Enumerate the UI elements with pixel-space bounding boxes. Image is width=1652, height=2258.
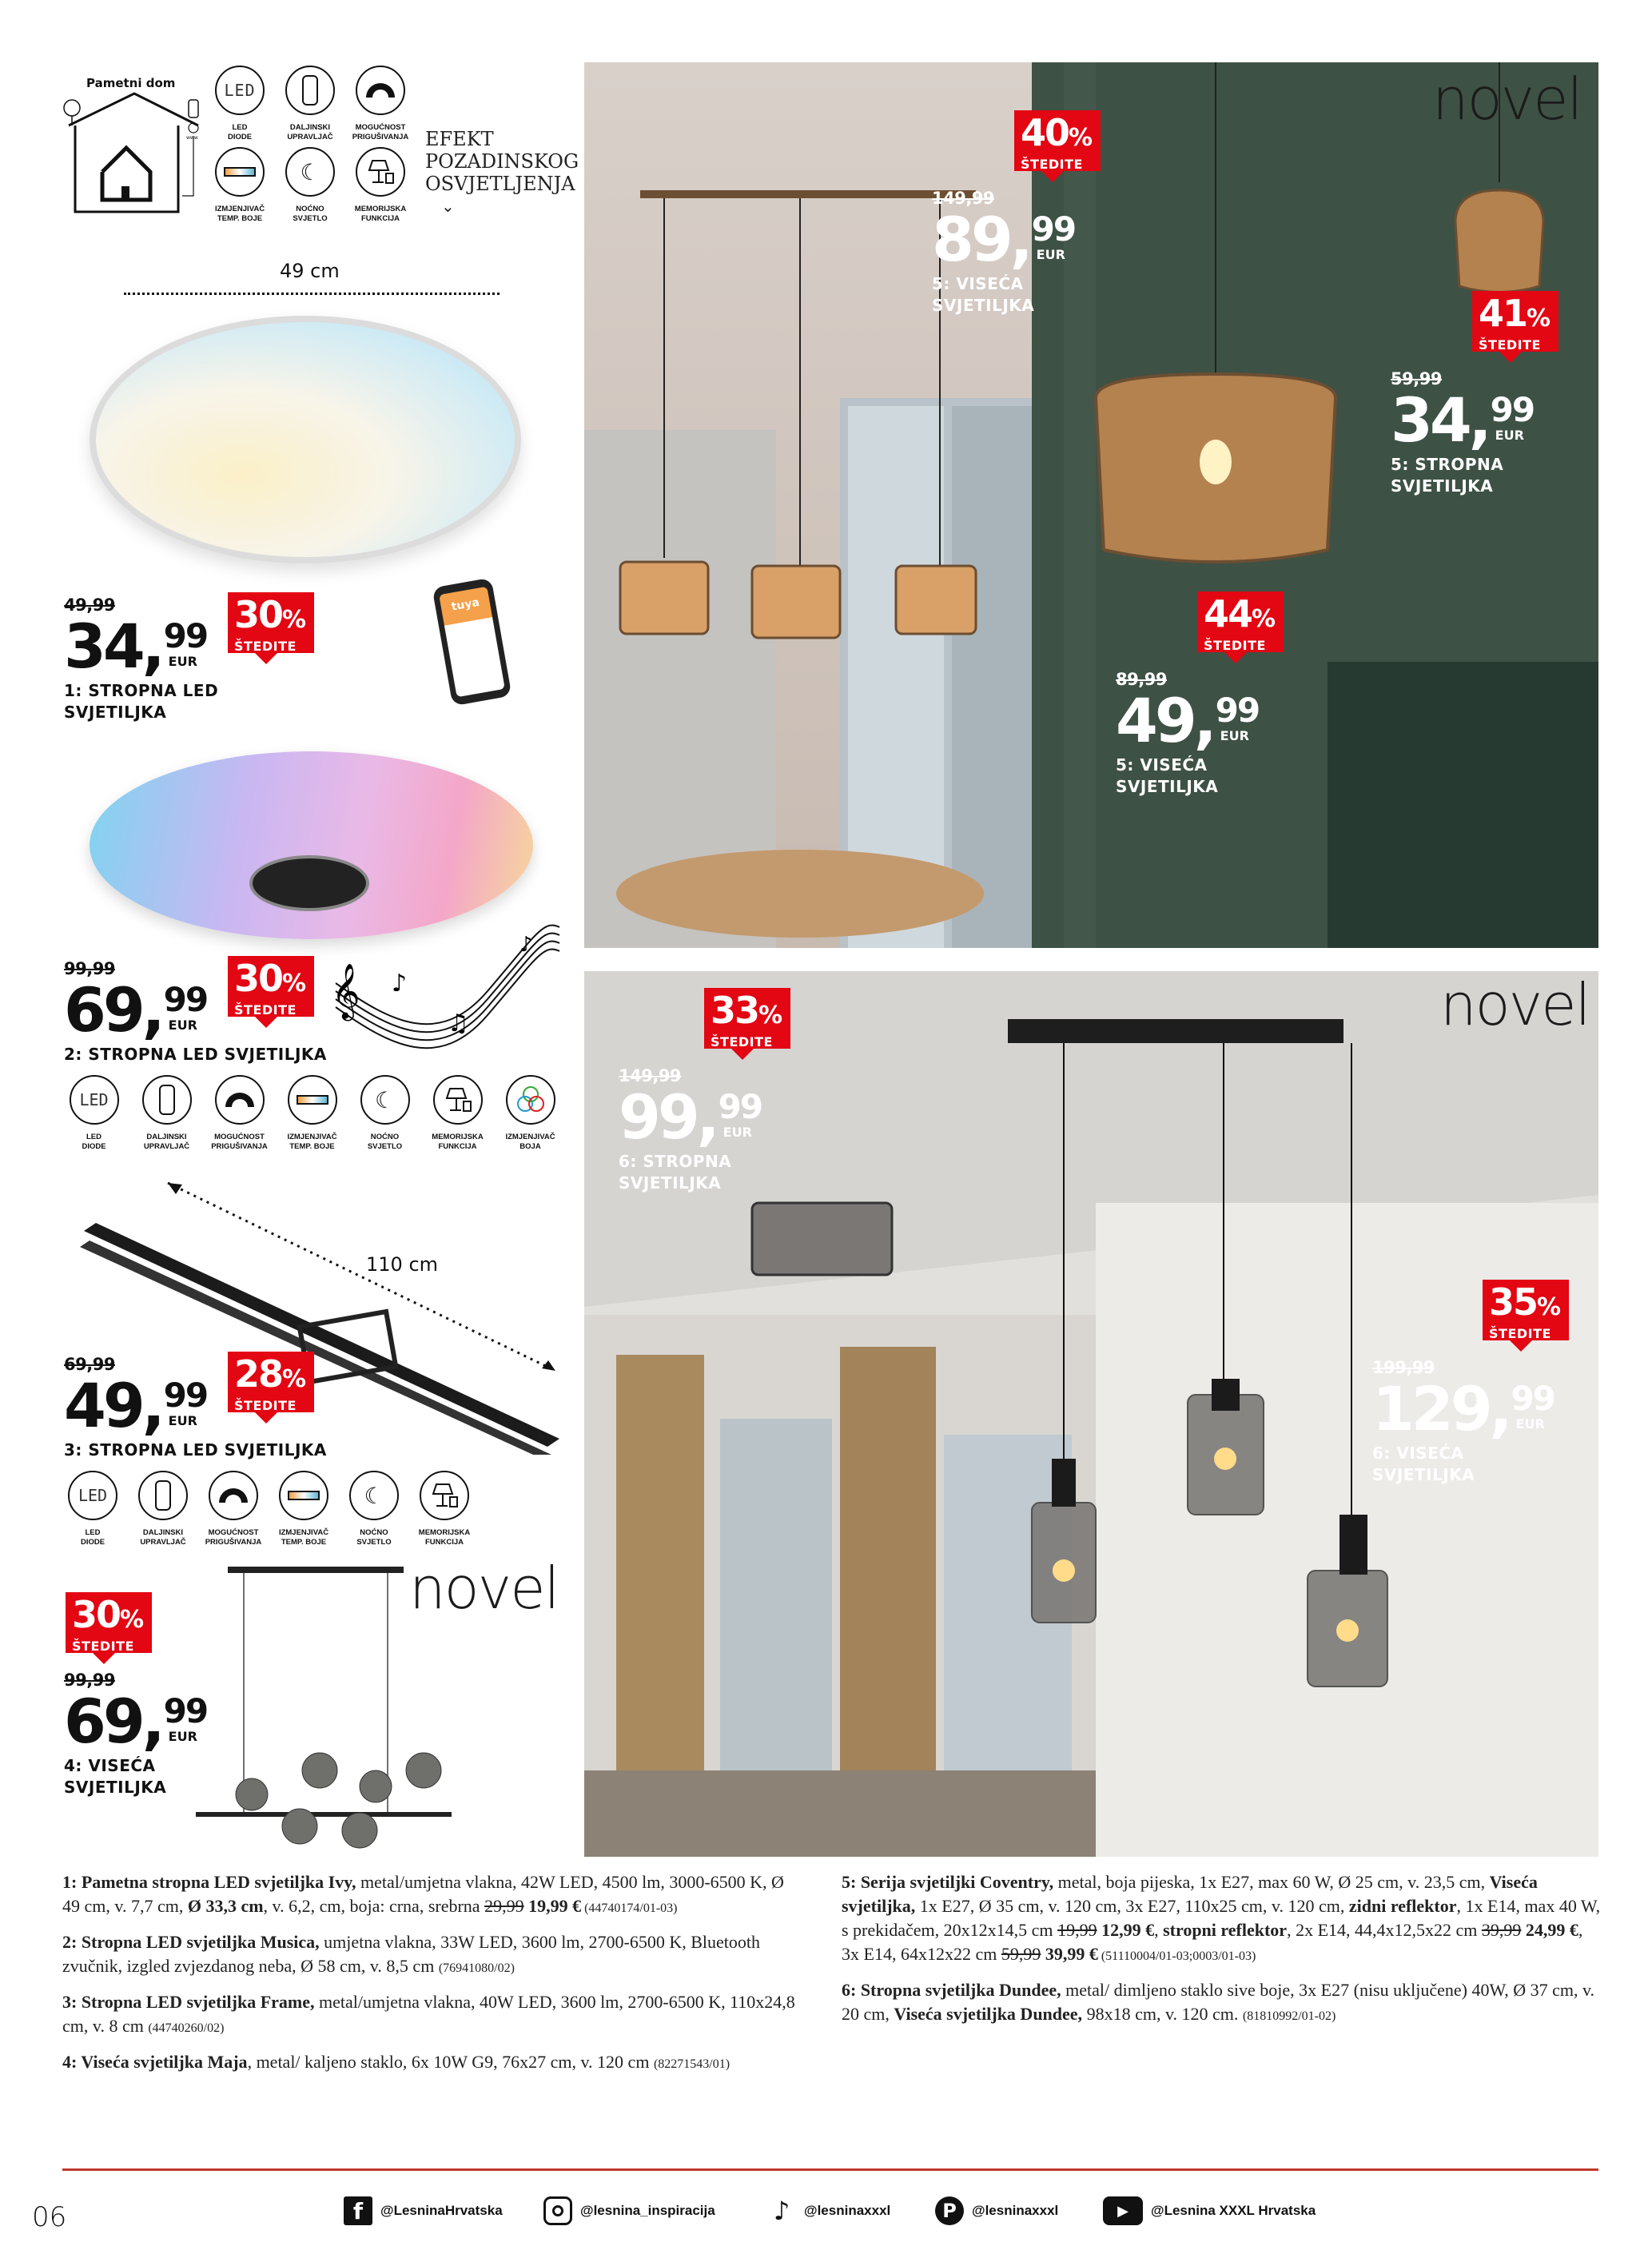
remote-icon [138, 1471, 188, 1520]
price-tag [64, 957, 327, 1071]
discount-badge: 35% ŠTEDITE [1483, 1280, 1569, 1340]
feature-remote: DALJINSKI UPRAVLJAČ [128, 1471, 198, 1547]
dimmer-icon [209, 1471, 258, 1520]
old-price: 49,99 [64, 595, 115, 615]
remote-icon [142, 1075, 192, 1125]
musica-features [58, 1075, 567, 1152]
remote-icon [285, 66, 335, 115]
social-facebook[interactable]: f @LesninaHrvatska [344, 2196, 503, 2225]
smart-home-diagram [62, 76, 206, 216]
product-label: 3: STROPNA LED SVJETILJKA [64, 1440, 327, 1460]
current-price: 129, 99 EUR [1372, 1373, 1554, 1444]
memory-lamp-icon [433, 1075, 483, 1125]
price-tag [1391, 292, 1630, 496]
current-price: 49, 99 EUR [64, 1370, 208, 1441]
description-1: 1: Pametna stropna LED svjetiljka Ivy, metal/umjetna vlakna, 42W LED, 4500 lm, 3000-6500 K, Ø 49 cm, v. 7,7 cm, Ø 33,3 cm, v. 6,2, cm, boja: crna, srebrna 29,99 19,99 € (44740174/01-03) [62, 1872, 784, 1916]
smart-home-title: Pametni dom [86, 76, 176, 90]
social-pinterest[interactable]: P @lesninaxxxl [935, 2196, 1058, 2225]
music-notes-image [328, 911, 567, 1055]
feature-led: LED LED DIODE [205, 66, 275, 142]
price-tag [1372, 1280, 1612, 1484]
chevron-down-icon: ⌄ [441, 197, 455, 216]
feature-remote: DALJINSKI UPRAVLJAČ [130, 1075, 203, 1152]
discount-badge: 40% ŠTEDITE [1014, 110, 1101, 171]
feature-night-light: ☾ NOĆNO SVJETLO [339, 1471, 409, 1547]
novel-logo: novel [1440, 971, 1590, 1038]
old-price: 149,99 [932, 189, 995, 208]
feature-remote: DALJINSKI UPRAVLJAČ [275, 66, 345, 142]
novel-logo: novel [1432, 66, 1582, 133]
old-price: 99,99 [64, 959, 115, 978]
frame-features [58, 1471, 480, 1547]
memory-lamp-icon [420, 1471, 469, 1520]
current-price: 69, 99 EUR [64, 1686, 208, 1757]
current-price: 99, 99 EUR [619, 1081, 762, 1153]
feature-led: LED LED DIODE [58, 1471, 128, 1547]
price-tag [932, 111, 1172, 315]
product-label: 5: STROPNA SVJETILJKA [1391, 455, 1504, 496]
price-tag [64, 593, 305, 722]
house-icon [62, 76, 206, 216]
current-price: 34, 99 EUR [1391, 384, 1535, 456]
feature-color-changer: IZMJENJIVAČ BOJA [494, 1075, 567, 1152]
color-temperature-icon [279, 1471, 328, 1520]
product-label: 2: STROPNA LED SVJETILJKA [64, 1045, 327, 1064]
color-temperature-icon [215, 147, 265, 197]
pinterest-icon: P [935, 2196, 964, 2225]
feature-night-light: ☾ NOĆNO SVJETLO [275, 147, 345, 224]
feature-color-temp: IZMJENJIVAČ TEMP. BOJE [276, 1075, 348, 1152]
product-label: 5: VISEĆA SVJETILJKA [1116, 755, 1219, 796]
footer [0, 2196, 1652, 2244]
discount-badge: 41% ŠTEDITE [1472, 291, 1558, 352]
current-price: 34, 99 EUR [64, 611, 208, 682]
color-temperature-icon [288, 1075, 337, 1125]
feature-dimmer: MOGUĆNOST PRIGUŠIVANJA [198, 1471, 269, 1547]
old-price: 69,99 [64, 1355, 115, 1374]
feature-memory: MEMORIJSKA FUNKCIJA [421, 1075, 494, 1152]
discount-badge: 44% ŠTEDITE [1197, 591, 1284, 652]
feature-memory: MEMORIJSKA FUNKCIJA [345, 147, 416, 224]
footer-divider [62, 2168, 1598, 2171]
old-price: 99,99 [64, 1671, 115, 1690]
description-6: 6: Stropna svjetiljka Dundee, metal/ dimljeno staklo sive boje, 3x E27 (nisu uključene) 40W, Ø 37 cm, v. 20 cm, Viseća svjetiljka Dundee, 98x18 cm, v. 120 cm. (81810992/01-02) [842, 1980, 1595, 2024]
price-tag [64, 1352, 327, 1467]
description-2: 2: Stropna LED svjetiljka Musica, umjetna vlakna, 33W LED, 3600 lm, 2700-6500 K, Bluetooth zvučnik, izgled zvjezdanog neba, Ø 58 cm, v. 8,5 cm (76941080/02) [62, 1932, 761, 1976]
svg-text:♪: ♪ [392, 970, 408, 998]
instagram-icon [543, 2196, 572, 2225]
product-label: 6: STROPNA SVJETILJKA [619, 1152, 732, 1193]
feature-dimmer: MOGUĆNOST PRIGUŠIVANJA [345, 66, 416, 142]
feature-memory: MEMORIJSKA FUNKCIJA [409, 1471, 480, 1547]
dimmer-icon [356, 66, 405, 115]
social-tiktok[interactable]: ♪ @lesninaxxxl [767, 2196, 890, 2225]
old-price: 89,99 [1116, 670, 1167, 689]
feature-dimmer: MOGUĆNOST PRIGUŠIVANJA [203, 1075, 276, 1152]
page-number: 06 [32, 2201, 67, 2233]
product-descriptions-left [62, 1870, 806, 2086]
svg-text:𝄞: 𝄞 [332, 963, 360, 1019]
night-light-icon: ☾ [349, 1471, 399, 1520]
facebook-icon: f [344, 2196, 372, 2225]
feature-color-temp: IZMJENJIVAČ TEMP. BOJE [269, 1471, 339, 1547]
price-tag [1116, 592, 1355, 796]
current-price: 89, 99 EUR [932, 204, 1076, 275]
product-label: 5: VISEĆA SVJETILJKA [932, 274, 1035, 315]
led-icon: LED [70, 1075, 119, 1125]
description-4: 4: Viseća svjetiljka Maja, metal/ kaljeno staklo, 6x 10W G9, 76x27 cm, v. 120 cm (82271543/01) [62, 2052, 730, 2072]
night-light-icon: ☾ [360, 1075, 410, 1125]
current-price: 49, 99 EUR [1116, 685, 1260, 756]
social-youtube[interactable]: ▶ @Lesnina XXXL Hrvatska [1103, 2196, 1316, 2225]
smart-home-features [205, 66, 420, 224]
dimension-label-lamp3: 110 cm [366, 1253, 439, 1276]
dimmer-icon [215, 1075, 265, 1125]
dimension-arrow [124, 293, 500, 295]
background-lighting-effect: EFEKT POZADINSKOG OSVJETLJENJA ⌄ [425, 128, 579, 216]
night-light-icon: ☾ [285, 147, 335, 197]
old-price: 149,99 [619, 1066, 682, 1085]
dimension-label-lamp1: 49 cm [280, 260, 340, 282]
smartphone-app-image: tuya [432, 578, 512, 707]
discount-badge: 30% ŠTEDITE [66, 1592, 152, 1653]
description-5: 5: Serija svjetiljki Coventry, metal, boja pijeska, 1x E27, max 60 W, Ø 25 cm, v. 23,5 cm, Viseća svjetiljka, 1x E27, Ø 35 cm, v. 120 cm, 3x E27, 110x25 cm, v. 120 cm, zidni reflektor, 1x E14, max 40 W, s prekidačem, 20x12x14,5 cm 19,99 12,99 €, stropni reflektor, 2x E14, 44,4x12,5x22 cm 39,99 24,99 €, 3x E14, 64x12x22 cm 59,99 39,99 € (51110004/01-03;0003/01-03) [842, 1872, 1601, 1964]
rgb-circles-icon [506, 1075, 555, 1125]
old-price: 199,99 [1372, 1358, 1435, 1377]
led-icon: LED [68, 1471, 117, 1520]
old-price: 59,99 [1391, 369, 1442, 388]
product-label: 6: VISEĆA SVJETILJKA [1372, 1444, 1475, 1484]
price-tag [619, 989, 858, 1193]
svg-text:♫: ♫ [448, 1010, 469, 1037]
tiktok-icon: ♪ [773, 2196, 790, 2226]
novel-logo: novel [409, 1555, 559, 1622]
feature-led: LED LED DIODE [58, 1075, 130, 1152]
feature-night-light: ☾ NOĆNO SVJETLO [348, 1075, 421, 1152]
discount-badge: 33% ŠTEDITE [704, 988, 790, 1049]
product-label: 1: STROPNA LED SVJETILJKA [64, 681, 219, 722]
feature-color-temp: IZMJENJIVAČ TEMP. BOJE [205, 147, 275, 224]
led-icon: LED [215, 66, 265, 115]
discount-badge: 28% ŠTEDITE [228, 1352, 314, 1412]
www-label: www [186, 135, 198, 141]
youtube-icon: ▶ [1103, 2196, 1143, 2225]
current-price: 69, 99 EUR [64, 974, 208, 1045]
memory-lamp-icon [356, 147, 405, 197]
discount-badge: 30% ŠTEDITE [228, 956, 314, 1017]
discount-badge: 30% ŠTEDITE [228, 592, 314, 653]
social-instagram[interactable]: @lesnina_inspiracija [543, 2196, 715, 2225]
svg-text:♪: ♪ [519, 933, 533, 957]
product-label: 4: VISEĆA SVJETILJKA [64, 1756, 167, 1797]
description-3: 3: Stropna LED svjetiljka Frame, metal/umjetna vlakna, 40W LED, 3600 lm, 2700-6500 K, 110x24,8 cm, v. 8 cm (44740260/02) [62, 1992, 795, 2036]
product-descriptions-right [842, 1870, 1601, 2038]
price-tag [64, 1593, 304, 1797]
product-image-ivy-lamp [90, 316, 521, 564]
